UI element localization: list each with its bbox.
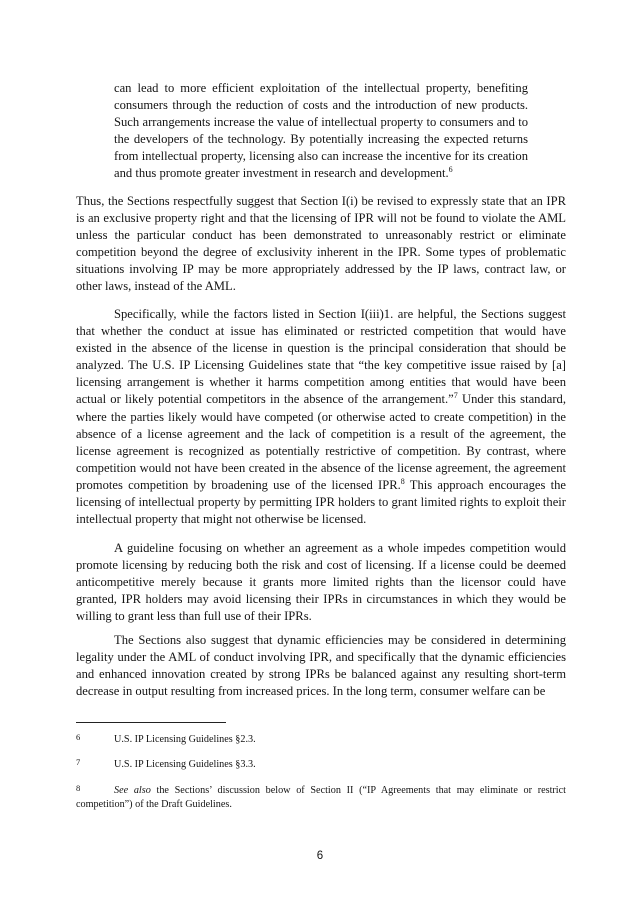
block-quote — [114, 80, 528, 183]
footnote-separator — [76, 722, 226, 723]
paragraph-text: Thus, the Sections respectfully suggest that Section I(i) be revised to expressly state that an IPR is an exclusive property right and that the licensing of IPR will not be found to violate the AML unless the particular conduct has been demonstrated to unreasonably restrict or eliminate competition beyond the degree of exclusivity inherent in the IPR. Some types of problematic situations involving IP may be more appropriately addressed by the IP laws, contract law, or other laws, instead of the AML. — [76, 194, 566, 294]
footnote-number: 6 — [76, 732, 81, 742]
footnote — [76, 730, 566, 747]
footnote — [76, 755, 566, 772]
footnote-number: 8 — [76, 783, 81, 793]
footnote-italic: See also — [114, 785, 151, 796]
paragraph — [76, 306, 566, 528]
paragraph-text: A guideline focusing on whether an agreement as a whole impedes competition would promote licensing by reducing both the risk and cost of licensing. If a license could be deemed anticompetitive merely because it grants more limited rights than the licensor could have granted, IPR holders may avoid licensing their IPRs in circumstances in which they would be willing to grant less than full use of their IPRs. — [76, 541, 566, 624]
footnote-ref: 8 — [400, 476, 405, 486]
paragraph — [76, 632, 566, 700]
footnote-text: U.S. IP Licensing Guidelines §2.3. — [114, 734, 256, 745]
footnote-ref: 7 — [453, 391, 458, 401]
paragraph — [76, 193, 566, 296]
footnote-text: U.S. IP Licensing Guidelines §3.3. — [114, 759, 256, 770]
footnote-number: 7 — [76, 757, 81, 767]
paragraph-text: This approach encourages the licensing of intellectual property by permitting IPR holders to grant limited rights to exploit their intellectual property that might not otherwise be licensed. — [76, 477, 566, 527]
paragraph-text: Under this standard, where the parties likely would have competed (or otherwise acted to create competition) in the absence of a license agreement and the lack of competition is a result of the agreement, the license agreement is recognized as potentially restrictive of competition. By contrast, where competition would not have been created in the absence of the license agreement, the agreement promotes competition by broadening use of the licensed IPR. — [76, 392, 566, 492]
footnote — [76, 781, 566, 812]
block-quote-text: can lead to more efficient exploitation of the intellectual property, benefiting consumers through the reduction of costs and the introduction of new products. Such arrangements increase the value of intellectual property to consumers and to the developers of the technology. By potentially increasing the expected returns from intellectual property, licensing also can increase the incentive for its creation and thus promote greater investment in research and development. — [114, 81, 528, 181]
footnote-ref: 6 — [448, 165, 453, 175]
paragraph-text: The Sections also suggest that dynamic efficiencies may be considered in determining legality under the AML of conduct involving IPR, and specifically that the dynamic efficiencies and enhanced innovation created by strong IPRs be balanced against any resulting short-term decrease in output resulting from increased prices. In the long term, consumer welfare can be — [76, 633, 566, 699]
page-number: 6 — [316, 850, 324, 862]
footnote-text: the Sections’ discussion below of Section II (“IP Agreements that may eliminate or restrict competition”) of the Draft Guidelines. — [76, 785, 566, 810]
paragraph-text: Specifically, while the factors listed in Section I(iii)1. are helpful, the Sections suggest that whether the conduct at issue has eliminated or restricted competition that would have existed in the absence of the license in question is the principal consideration that should be analyzed. The U.S. IP Licensing Guidelines state that “the key competitive issue raised by [a] licensing arrangement is whether it harms competition among entities that would have been actual or likely potential competitors in the absence of the arrangement.” — [76, 307, 566, 407]
paragraph — [76, 540, 566, 625]
